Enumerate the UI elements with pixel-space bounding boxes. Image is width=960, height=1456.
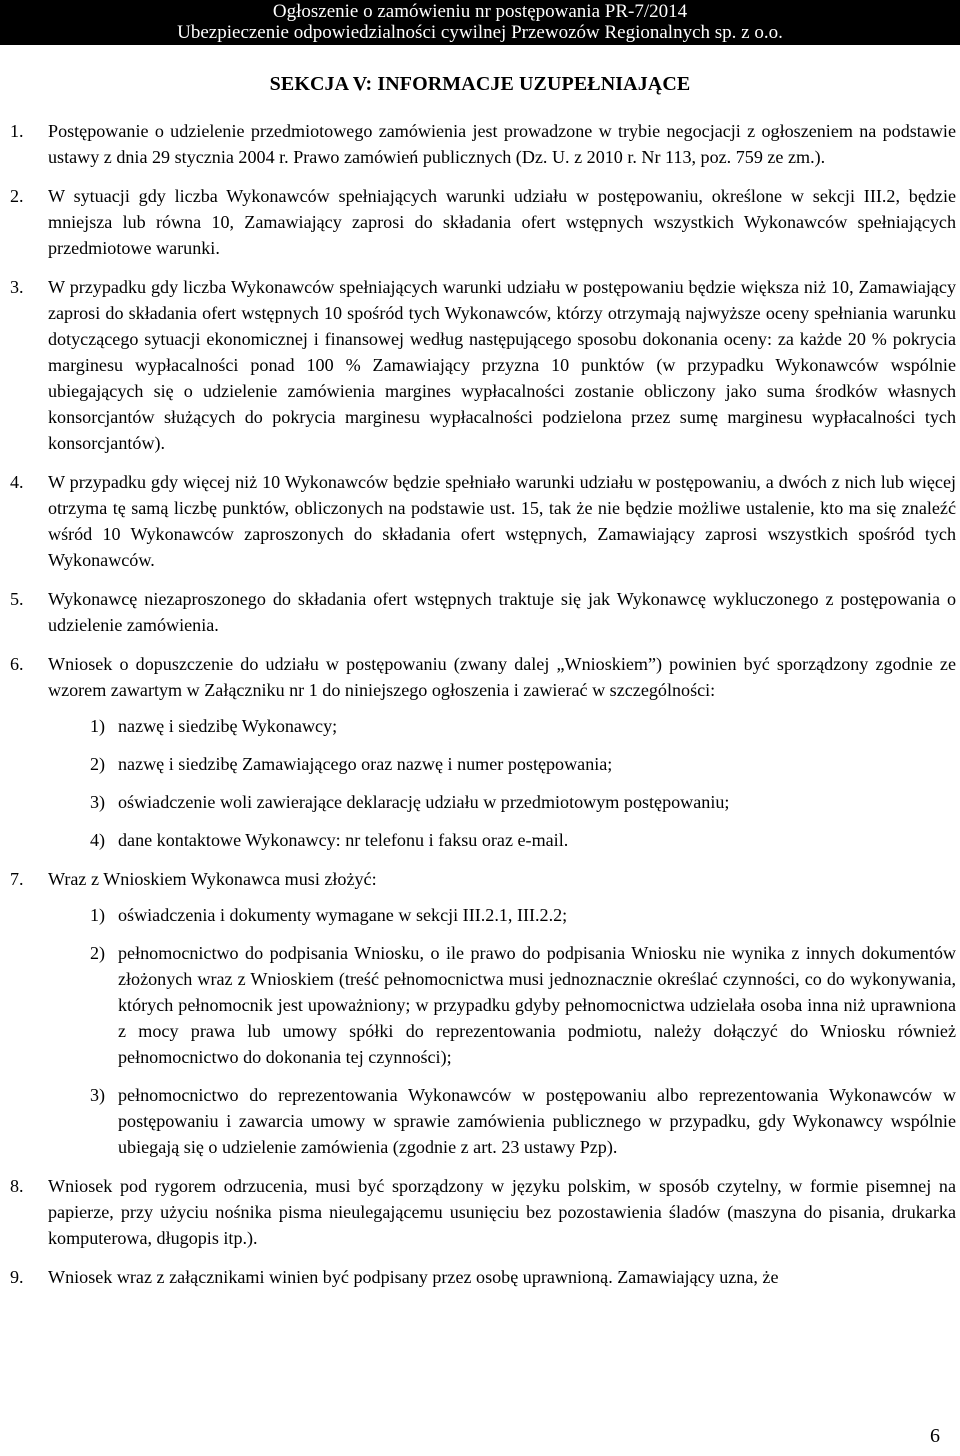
sub-list-item (48, 827, 956, 853)
item-text: Wraz z Wnioskiem Wykonawca musi złożyć: (48, 869, 377, 889)
header-line-1: Ogłoszenie o zamówieniu nr postępowania PR-7/2014 (272, 1, 688, 22)
list-item (10, 469, 956, 573)
sub-list-item (48, 1082, 956, 1160)
list-item (10, 183, 956, 261)
document-header (0, 0, 960, 45)
item-text: Postępowanie o udzielenie przedmiotowego zamówienia jest prowadzone w trybie negocjacji z ogłoszeniem na podstawie ustawy z dnia 29 stycznia 2004 r. Prawo zamówień publicznych (Dz. U. z 2010 r. Nr 113, poz. 759 ze zm.). (48, 121, 956, 167)
item-number: 5. (10, 589, 24, 609)
subitem-number: 2) (90, 943, 106, 963)
list-item (10, 274, 956, 456)
header-line-2: Ubezpieczenie odpowiedzialności cywilnej Przewozów Regionalnych sp. z o.o. (177, 22, 783, 43)
sub-list-item (48, 940, 956, 1070)
item-number: 9. (10, 1267, 24, 1287)
subitem-number: 3) (90, 792, 106, 812)
subitem-text: oświadczenie woli zawierające deklarację udziału w przedmiotowym postępowaniu; (118, 792, 730, 812)
item-text: W przypadku gdy więcej niż 10 Wykonawców będzie spełniało warunki udziału w postępowaniu, a dwóch z nich lub więcej otrzyma tę samą liczbę punktów, obliczonych na podstawie ust. 15, tak że nie będzie możliwe ustalenie, kto ma się znaleźć wśród 10 Wykonawców zaproszonych do składania ofert wstępnych, Zamawiający zaprosi wszystkich spośród tych Wykonawców. (48, 472, 956, 570)
subitem-text: dane kontaktowe Wykonawcy: nr telefonu i faksu oraz e-mail. (118, 830, 569, 850)
subitem-text: pełnomocnictwo do reprezentowania Wykonawców w postępowaniu albo reprezentowania Wykonawców w postępowaniu i zawarcia umowy w sprawie zamówienia publicznego w przypadku, gdy Wykonawcy wspólnie ubiegają się o udzielenie zamówienia (zgodnie z art. 23 ustawy Pzp). (118, 1085, 956, 1157)
sub-list-item (48, 751, 956, 777)
item-text: Wniosek wraz z załącznikami winien być podpisany przez osobę uprawnioną. Zamawiający uzna, że (48, 1267, 779, 1287)
subitem-text: nazwę i siedzibę Wykonawcy; (118, 716, 338, 736)
sub-list-item (48, 902, 956, 928)
sub-list-item (48, 713, 956, 739)
section-title: SEKCJA V: INFORMACJE UZUPEŁNIAJĄCE (269, 73, 691, 95)
item-number: 8. (10, 1176, 24, 1196)
subitem-number: 2) (90, 754, 106, 774)
list-item (10, 866, 956, 1160)
item-text: Wykonawcę niezaproszonego do składania ofert wstępnych traktuje się jak Wykonawcę wykluczonego z postępowania o udzielenie zamówienia. (48, 589, 956, 635)
page-number: 6 (930, 1425, 940, 1447)
item-text: Wniosek o dopuszczenie do udziału w postępowaniu (zwany dalej „Wnioskiem”) powinien być sporządzony zgodnie ze wzorem zawartym w Załączniku nr 1 do niniejszego ogłoszenia i zawierać w szczególności: (48, 654, 956, 700)
subitem-text: nazwę i siedzibę Zamawiającego oraz nazwę i numer postępowania; (118, 754, 613, 774)
item-number: 3. (10, 277, 24, 297)
subitem-number: 1) (90, 716, 106, 736)
section-content (10, 118, 956, 1303)
list-item (10, 118, 956, 170)
sub-list-item (48, 789, 956, 815)
item-number: 7. (10, 869, 24, 889)
subitem-text: pełnomocnictwo do podpisania Wniosku, o ile prawo do podpisania Wniosku nie wynika z innych dokumentów złożonych wraz z Wnioskiem (treść pełnomocnictwa musi jednoznacznie określać czynności, co do wykonywania, których pełnomocnik jest upoważniony; w przypadku gdyby pełnomocnictwa udzielała osoba inna niż uprawniona z mocy prawa lub umowy spółki do reprezentowania podmiotu, należy dołączyć do Wniosku również pełnomocnictwo do dokonania tej czynności); (118, 943, 956, 1067)
item-number: 1. (10, 121, 24, 141)
item-text: Wniosek pod rygorem odrzucenia, musi być sporządzony w języku polskim, w sposób czytelny, w formie pisemnej na papierze, przy użyciu nośnika pisma nieulegającemu usunięciu bez pozostawienia śladów (maszyna do pisania, drukarka komputerowa, długopis itp.). (48, 1176, 956, 1248)
subitem-text: oświadczenia i dokumenty wymagane w sekcji III.2.1, III.2.2; (118, 905, 568, 925)
list-item (10, 651, 956, 853)
list-item (10, 1264, 956, 1290)
subitem-number: 4) (90, 830, 106, 850)
item-number: 6. (10, 654, 24, 674)
item-number: 4. (10, 472, 24, 492)
subitem-number: 1) (90, 905, 106, 925)
list-item (10, 1173, 956, 1251)
item-number: 2. (10, 186, 24, 206)
list-item (10, 586, 956, 638)
subitem-number: 3) (90, 1085, 106, 1105)
item-text: W przypadku gdy liczba Wykonawców spełniających warunki udziału w postępowaniu będzie większa niż 10, Zamawiający zaprosi do składania ofert wstępnych 10 spośród tych Wykonawców, którzy otrzymają najwyższe oceny spełniania warunku dotyczącego sytuacji ekonomicznej i finansowej według następującego sposobu dokonania oceny: za każde 20 % pokrycia marginesu wypłacalności ponad 100 % Zamawiający przyzna 10 punktów (w przypadku Wykonawców wspólnie ubiegających się o udzielenie zamówienia margines wypłacalności zostanie obliczony jako suma środków własnych konsorcjantów służących do pokrycia marginesu wypłacalności podzielona przez sumę marginesu wypłacalności tych konsorcjantów). (48, 277, 956, 453)
item-text: W sytuacji gdy liczba Wykonawców spełniających warunki udziału w postępowaniu, określone w sekcji III.2, będzie mniejsza lub równa 10, Zamawiający zaprosi do składania ofert wstępnych wszystkich Wykonawców spełniających przedmiotowe warunki. (48, 186, 956, 258)
